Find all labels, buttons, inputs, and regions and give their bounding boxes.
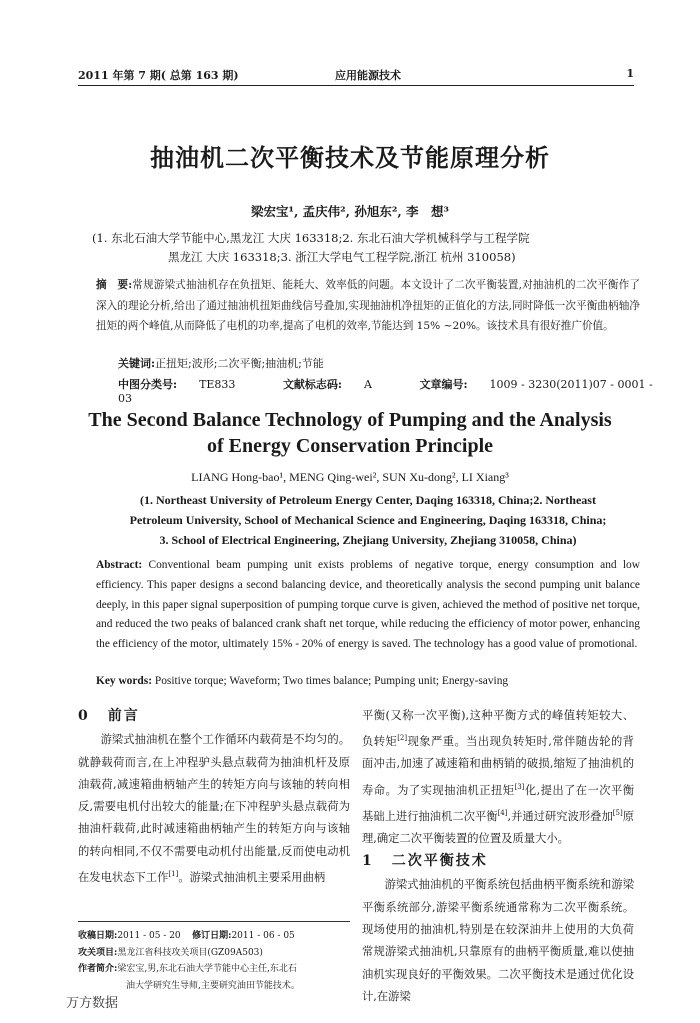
english-authors: LIANG Hong-bao¹, MENG Qing-wei², SUN Xu-dong², LI Xiang³ <box>191 470 509 484</box>
english-affiliation-line: (1. Northeast University of Petroleum Energy Center, Daqing 163318, China;2. Northeast <box>140 493 596 507</box>
received-label: 收稿日期: <box>78 931 118 941</box>
english-keywords-label: Key words: <box>96 675 152 687</box>
paragraph-text: 游梁式抽油机在整个工作循环内载荷是不均匀的。就静载荷而言,在上冲程驴头悬点载荷为抽油机杆及原油载荷,减速箱曲柄轴产生的转矩方向与该轴的转向相反,需要电机付出较大的能量;在下冲程驴头悬点载荷为抽油杆载荷,此时减速箱曲柄轴产生的转矩方向与该轴的转向相同,不仅不需要电动机付出能量,反而使电动机在发电状态下工作 <box>78 733 350 884</box>
clc-value: TE833 <box>199 378 236 391</box>
paragraph-text: 。游梁式抽油机主要采用曲柄 <box>178 870 326 884</box>
chinese-abstract <box>96 275 640 337</box>
citation: [1] <box>168 870 179 879</box>
body-column-left <box>78 705 350 889</box>
author-label: 作者简介: <box>78 964 118 974</box>
paragraph-text: 原理,确定二次平衡装置的位置及质量大小。 <box>362 809 634 845</box>
header-rule <box>78 85 634 86</box>
fund-text: 黑龙江省科技攻关项目(GZ09A503) <box>117 947 263 958</box>
citation: [3] <box>514 782 525 791</box>
footnote <box>78 921 350 994</box>
chinese-affiliations <box>92 229 652 267</box>
chinese-affiliation-line: (1. 东北石油大学节能中心,黑龙江 大庆 163318;2. 东北石油大学机械科学与工程学院 <box>92 231 530 245</box>
intro-paragraph-continued <box>362 705 634 850</box>
paragraph-text: 化,提出了在一次平衡基础上进行抽油机二次平衡 <box>362 783 634 823</box>
revised-date: 2011 - 06 - 05 <box>231 931 295 941</box>
section-title: 前言 <box>107 708 140 724</box>
footnote-author-cont: 油大学研究生导师,主要研究油田节能技术。 <box>126 980 300 991</box>
english-affiliation-line: Petroleum University, School of Mechanical Science and Engineering, Daqing 163318, China; <box>129 513 607 527</box>
english-affiliations <box>96 490 640 550</box>
watermark: 万方数据 <box>66 996 119 1011</box>
chinese-keywords-label: 关键词: <box>118 357 156 370</box>
chinese-keywords <box>118 355 324 371</box>
footnote-dates <box>78 928 350 945</box>
body-column-right <box>362 705 634 1008</box>
english-abstract <box>96 556 640 655</box>
author-text: 梁宏宝,男,东北石油大学节能中心主任,东北石 <box>117 964 297 974</box>
revised-label: 修订日期: <box>192 931 232 941</box>
page-number: 1 <box>626 67 634 80</box>
received-date: 2011 - 05 - 20 <box>117 931 181 941</box>
article-no-value: 1009 - 3230(2011)07 - 0001 - 03 <box>118 378 653 405</box>
running-header <box>78 62 634 86</box>
english-abstract-text: Conventional beam pumping unit exists problems of negative torque, energy consumption and low efficiency. This paper designs a second balancing device, and theoretically analysis the second pumping unit balance deeply, in this paper signal superposition of pumping torque curve is given, achieved the method of positive net torque, and reduced the two peaks of balanced crank shaft net torque, while reducing the efficiency of motor power, enhancing the efficiency of the motor, ultimately 15% - 20% of energy is saved. The technology has a good value of promotional. <box>96 559 640 651</box>
section-number: 1 <box>362 853 374 870</box>
doc-code-value: A <box>364 378 372 391</box>
citation: [2] <box>397 734 408 743</box>
article-no-label: 文章编号: <box>419 378 468 391</box>
paragraph-text: ,并通过研究波形叠加 <box>507 809 613 823</box>
chinese-authors: 梁宏宝¹, 孟庆伟², 孙旭东², 李 想³ <box>250 204 449 219</box>
english-title-line: The Second Balance Technology of Pumping and the Analysis <box>88 409 612 431</box>
citation: [4] <box>497 808 508 817</box>
doc-code-label: 文献标志码: <box>282 378 342 391</box>
citation: [5] <box>612 808 623 817</box>
journal-name: 应用能源技术 <box>335 69 401 82</box>
paragraph-text: 平衡(又称一次平衡),这种平衡方式的峰值转矩较大、负转矩 <box>362 709 634 749</box>
chinese-title: 抽油机二次平衡技术及节能原理分析 <box>150 143 550 172</box>
english-keywords-text: Positive torque; Waveform; Two times balance; Pumping unit; Energy-saving <box>154 675 509 687</box>
footnote-author <box>78 961 350 978</box>
chinese-affiliation-line: 黑龙江 大庆 163318;3. 浙江大学电气工程学院,浙江 杭州 310058) <box>168 250 516 264</box>
classification-info <box>118 376 700 405</box>
section-heading-1 <box>362 850 634 872</box>
english-keywords <box>96 675 640 687</box>
chinese-abstract-text: 常规游梁式抽油机存在负扭矩、能耗大、效率低的问题。本文设计了二次平衡装置,对抽油机的二次平衡作了深入的理论分析,给出了通过抽油机扭矩曲线信号叠加,实现抽油机净扭矩的正值化的方法,同时降低一次平衡曲柄轴净扭矩的两个峰值,从而降低了电机的功率,提高了电机的效率,节能达到 15% ~20%。该技术具有很好推广价值。 <box>96 279 640 332</box>
section-number: 0 <box>78 708 90 724</box>
english-abstract-label: Abstract: <box>96 559 143 571</box>
english-affiliation-line: 3. School of Electrical Engineering, Zhejiang University, Zhejiang 310058, China) <box>159 533 577 547</box>
english-title <box>0 407 700 459</box>
clc-label: 中图分类号: <box>118 378 178 391</box>
section-1-paragraph: 游梁式抽油机的平衡系统包括曲柄平衡系统和游梁平衡系统部分,游梁平衡系统通常称为二次平衡系统。现场使用的抽油机,特别是在较深油井上使用的大负荷常规游梁式抽油机,只靠原有的曲柄平衡质量,难以使抽油机实现良好的平衡效果。二次平衡技术是通过优化设计,在游梁 <box>362 878 634 1003</box>
chinese-abstract-label: 摘 要: <box>96 279 133 291</box>
section-title: 二次平衡技术 <box>391 853 488 870</box>
chinese-keywords-text: 正扭矩;波形;二次平衡;抽油机;节能 <box>155 357 324 370</box>
footnote-fund <box>78 945 350 962</box>
intro-paragraph <box>78 729 350 889</box>
english-title-line: of Energy Conservation Principle <box>206 435 494 457</box>
fund-label: 攻关项目: <box>78 947 118 958</box>
section-heading-intro <box>78 705 350 727</box>
paragraph-text: 现象严重。当出现负转矩时,常伴随齿轮的背面冲击,加速了减速箱和曲柄销的破损,缩短了抽油机的寿命。为了实现抽油机正扭矩 <box>362 735 634 797</box>
issue-info: 2011 年第 7 期( 总第 163 期) <box>78 69 239 82</box>
